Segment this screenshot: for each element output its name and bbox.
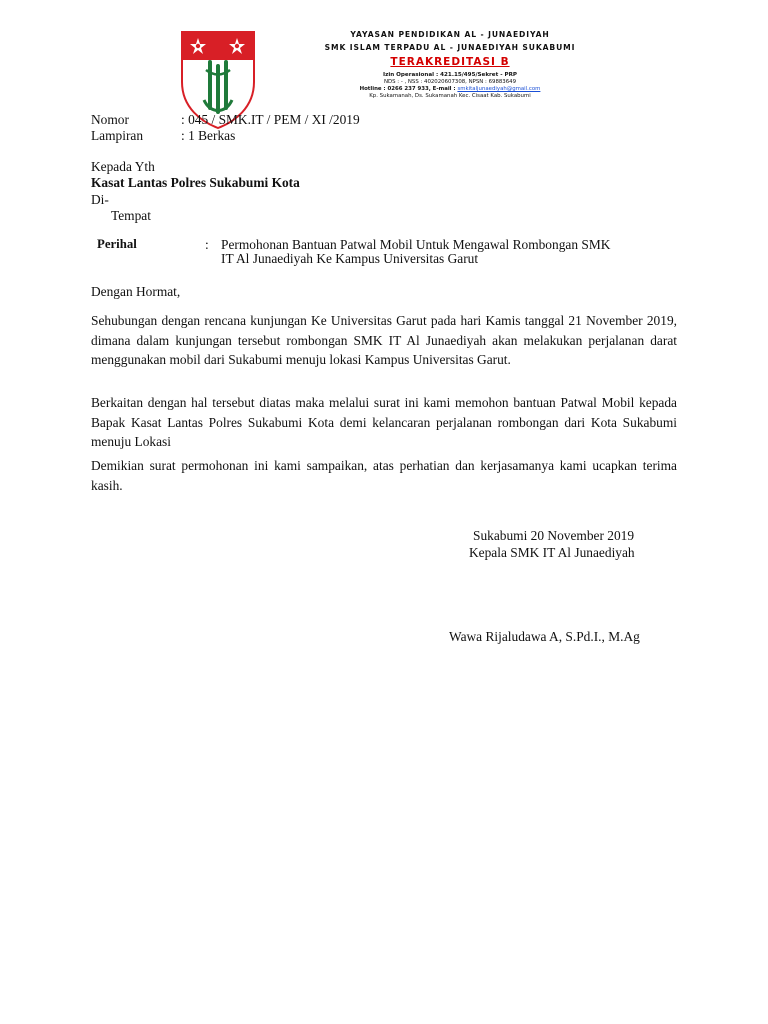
lampiran-value: : 1 Berkas [181, 128, 236, 143]
lampiran-label: Lampiran [91, 128, 144, 143]
recipient-di: Di- [91, 192, 109, 207]
greeting: Dengan Hormat, [91, 284, 181, 299]
paragraph-1: Sehubungan dengan rencana kunjungan Ke Universitas Garut pada hari Kamis tanggal 21 November 2019, dimana dalam kunjungan tersebut rombongan SMK IT Al Junaediyah akan melakukan perjalanan darat menggunakan mobil dari Sukabumi menuju lokasi Kampus Universitas Garut. [91, 313, 677, 367]
recipient-place: Tempat [111, 208, 151, 223]
email-link[interactable]: smkitaljunaediyah@gmail.com [457, 86, 541, 92]
signature-position: Kepala SMK IT Al Junaediyah [469, 545, 635, 560]
accreditation-label: TERAKREDITASI B [390, 56, 510, 68]
paragraph-2: Berkaitan dengan hal tersebut diatas maka melalui surat ini kami memohon bantuan Patwal Mobil kepada Bapak Kasat Lantas Polres Sukabumi Kota demi kelancaran perjalanan rombongan dari Kota Sukabumi menuju Lokasi [91, 395, 677, 449]
school-name: SMK ISLAM TERPADU AL - JUNAEDIYAH SUKABUMI [324, 43, 576, 52]
paragraph-3: Demikian surat permohonan ini kami sampaikan, atas perhatian dan kerjasamanya kami ucapkan terima kasih. [91, 458, 677, 493]
recipient-salutation: Kepada Yth [91, 159, 155, 174]
signature-name: Wawa Rijaludawa A, S.Pd.I., M.Ag [449, 629, 640, 644]
subject-label: Perihal [97, 237, 137, 251]
operational-permit: Izin Operasional : 421.15/495/Sekret - PRP [382, 72, 517, 78]
nomor-value: : 045 / SMK.IT / PEM / XI /2019 [181, 112, 360, 127]
subject-colon: : [205, 237, 209, 252]
subject-line-1: Permohonan Bantuan Patwal Mobil Untuk Mengawal Rombongan SMK [221, 237, 611, 252]
recipient-name: Kasat Lantas Polres Sukabumi Kota [91, 175, 300, 190]
school-address: Kp. Sukamanah, Ds. Sukamanah Kec. Cisaat Kab. Sukabumi [369, 93, 531, 99]
signature-place-date: Sukabumi 20 November 2019 [473, 528, 635, 543]
nomor-label: Nomor [91, 112, 129, 127]
hotline-text: Hotline : 0266 237 933, E-mail : [359, 86, 458, 92]
school-ids: NDS : - , NSS : 402020607308, NPSN : 69883649 [383, 79, 517, 85]
subject-line-2: IT Al Junaediyah Ke Kampus Universitas Garut [221, 251, 479, 266]
foundation-name: YAYASAN PENDIDIKAN AL - JUNAEDIYAH [350, 30, 550, 39]
hotline-line [260, 86, 640, 92]
